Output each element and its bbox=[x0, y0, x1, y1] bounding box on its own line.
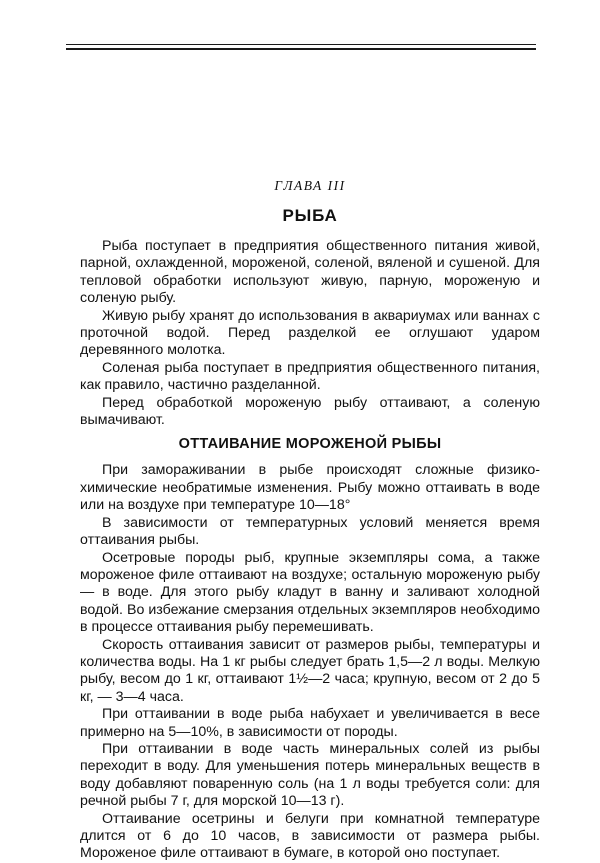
paragraph: Оттаивание осетрины и белуги при комнатной температуре длится от 6 до 10 часов, в зависимости от размера рыбы. Мороженое филе оттаивают в бумаге, в которой оно поступает. bbox=[80, 810, 540, 862]
paragraph: В зависимости от температурных условий меняется время оттаивания рыбы. bbox=[80, 514, 540, 549]
paragraph: Перед обработкой мороженую рыбу оттаивают, а соленую вымачивают. bbox=[80, 394, 540, 429]
paragraph: Живую рыбу хранят до использования в аквариумах или ваннах с проточной водой. Перед разделкой ее оглушают ударом деревянного молотка. bbox=[80, 307, 540, 359]
page-content bbox=[80, 178, 540, 863]
top-rule-bold bbox=[66, 48, 536, 50]
paragraph: Рыба поступает в предприятия общественного питания живой, парной, охлажденной, мороженой, соленой, вяленой и сушеной. Для тепловой обработки используют живую, парную, мороженую и соленую рыбу. bbox=[80, 238, 540, 307]
chapter-label: ГЛАВА III bbox=[274, 178, 346, 193]
paragraph: Соленая рыба поступает в предприятия общественного питания, как правило, частично разделанной. bbox=[80, 359, 540, 394]
paragraph: Осетровые породы рыб, крупные экземпляры сома, а также мороженое филе оттаивают на воздухе; остальную мороженую рыбу — в воде. Для этого рыбу кладут в ванну и заливают холодной водой. Во избежание смерзания отдельных экземпляров необходимо в процессе оттаивания рыбу перемешивать. bbox=[80, 549, 540, 636]
section-heading: ОТТАИВАНИЕ МОРОЖЕНОЙ РЫБЫ bbox=[178, 436, 442, 453]
paragraph: Скорость оттаивания зависит от размеров рыбы, температуры и количества воды. На 1 кг рыбы следует брать 1,5—2 л воды. Мелкую рыбу, весом до 1 кг, оттаивают 1½—2 часа; крупную, весом от 2 до 5 кг, — 3—4 часа. bbox=[80, 636, 540, 705]
top-rule bbox=[66, 44, 536, 45]
paragraph: При замораживании в рыбе происходят сложные физико-химические необратимые изменения. Рыбу можно оттаивать в воде или на воздухе при температуре 10—18° bbox=[80, 462, 540, 514]
paragraph: При оттаивании в воде рыба набухает и увеличивается в весе примерно на 5—10%, в зависимости от породы. bbox=[80, 706, 540, 740]
paragraph: При оттаивании в воде часть минеральных солей из рыбы переходит в воду. Для уменьшения потерь минеральных веществ в воду добавляют поваренную соль (на 1 л воды требуется соли: для речной рыбы 7 г, для морской 10—13 г). bbox=[80, 740, 540, 810]
chapter-title: РЫБА bbox=[282, 206, 338, 225]
